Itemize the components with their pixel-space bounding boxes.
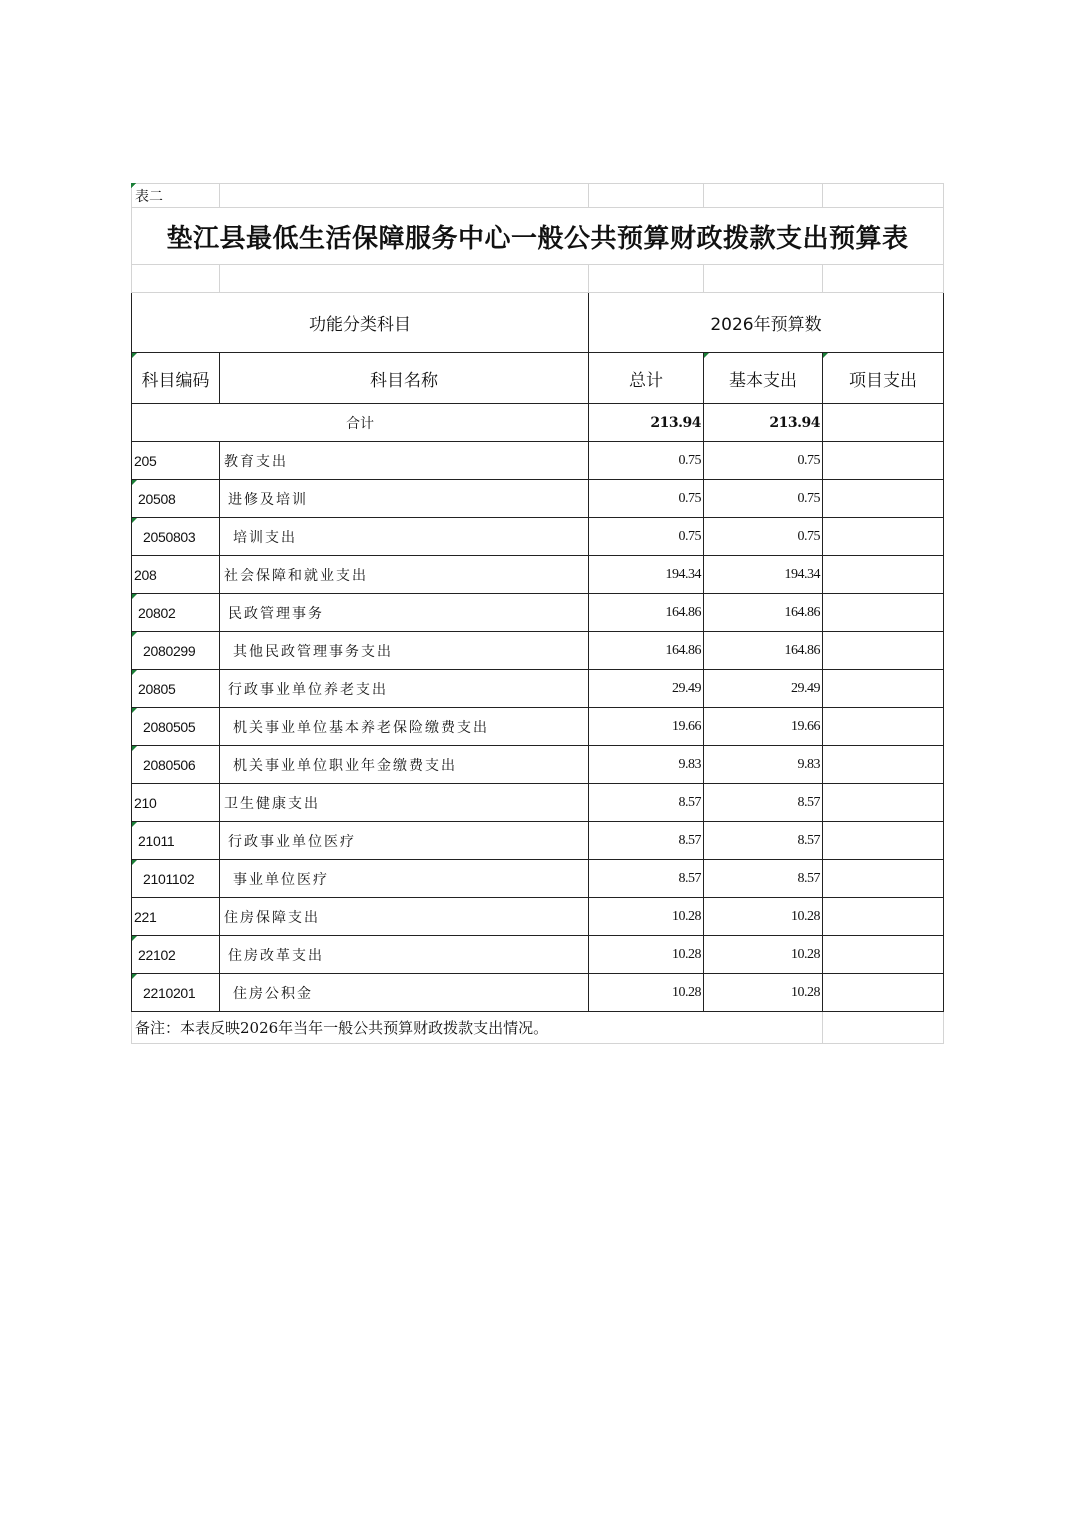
table-row bbox=[132, 442, 944, 480]
cell-marker-icon bbox=[132, 594, 137, 599]
row-total: 164.86 bbox=[589, 594, 704, 632]
row-basic: 8.57 bbox=[704, 822, 823, 860]
row-name: 培训支出 bbox=[220, 518, 589, 556]
row-name: 卫生健康支出 bbox=[220, 784, 589, 822]
cell-marker-icon bbox=[132, 670, 137, 675]
row-name: 机关事业单位职业年金缴费支出 bbox=[220, 746, 589, 784]
row-basic: 10.28 bbox=[704, 936, 823, 974]
row-code: 2080505 bbox=[132, 708, 220, 746]
row-code: 210 bbox=[132, 784, 220, 822]
table-row bbox=[132, 632, 944, 670]
row-basic: 19.66 bbox=[704, 708, 823, 746]
header-budget-year: 2026年预算数 bbox=[589, 293, 944, 353]
title-row bbox=[132, 208, 944, 265]
totals-row bbox=[132, 404, 944, 442]
row-code: 22102 bbox=[132, 936, 220, 974]
row-name: 事业单位医疗 bbox=[220, 860, 589, 898]
header-code: 科目编码 bbox=[132, 353, 220, 404]
row-total: 10.28 bbox=[589, 936, 704, 974]
blank-row bbox=[132, 265, 944, 293]
row-total: 0.75 bbox=[589, 442, 704, 480]
row-project bbox=[823, 784, 944, 822]
row-total: 29.49 bbox=[589, 670, 704, 708]
row-code: 2080506 bbox=[132, 746, 220, 784]
row-basic: 194.34 bbox=[704, 556, 823, 594]
row-total: 10.28 bbox=[589, 974, 704, 1012]
row-total: 8.57 bbox=[589, 860, 704, 898]
budget-sheet bbox=[131, 183, 943, 1044]
header-name: 科目名称 bbox=[220, 353, 589, 404]
row-basic: 0.75 bbox=[704, 442, 823, 480]
row-total: 194.34 bbox=[589, 556, 704, 594]
row-code: 221 bbox=[132, 898, 220, 936]
row-code: 2210201 bbox=[132, 974, 220, 1012]
row-name: 其他民政管理事务支出 bbox=[220, 632, 589, 670]
row-code: 205 bbox=[132, 442, 220, 480]
row-total: 8.57 bbox=[589, 784, 704, 822]
row-name: 住房改革支出 bbox=[220, 936, 589, 974]
table-row bbox=[132, 974, 944, 1012]
row-project bbox=[823, 442, 944, 480]
row-name: 住房保障支出 bbox=[220, 898, 589, 936]
row-project bbox=[823, 594, 944, 632]
row-project bbox=[823, 746, 944, 784]
totals-label: 合计 bbox=[132, 404, 589, 442]
row-project bbox=[823, 518, 944, 556]
row-project bbox=[823, 936, 944, 974]
table-row bbox=[132, 784, 944, 822]
page-title: 垫江县最低生活保障服务中心一般公共预算财政拨款支出预算表 bbox=[132, 208, 944, 265]
row-basic: 164.86 bbox=[704, 594, 823, 632]
row-project bbox=[823, 480, 944, 518]
row-basic: 10.28 bbox=[704, 898, 823, 936]
table-row bbox=[132, 594, 944, 632]
row-name: 民政管理事务 bbox=[220, 594, 589, 632]
row-name: 进修及培训 bbox=[220, 480, 589, 518]
cell-marker-icon bbox=[132, 936, 137, 941]
cell-marker-icon bbox=[132, 708, 137, 713]
row-project bbox=[823, 974, 944, 1012]
table-row bbox=[132, 480, 944, 518]
row-name: 行政事业单位养老支出 bbox=[220, 670, 589, 708]
footnote: 备注：本表反映2026年当年一般公共预算财政拨款支出情况。 bbox=[132, 1012, 823, 1044]
table-row bbox=[132, 518, 944, 556]
totals-project bbox=[823, 404, 944, 442]
header-total: 总计 bbox=[589, 353, 704, 404]
header-project: 项目支出 bbox=[823, 353, 944, 404]
totals-basic: 213.94 bbox=[704, 404, 823, 442]
row-project bbox=[823, 822, 944, 860]
row-basic: 0.75 bbox=[704, 480, 823, 518]
row-basic: 0.75 bbox=[704, 518, 823, 556]
cell-marker-icon bbox=[132, 518, 137, 523]
row-total: 0.75 bbox=[589, 480, 704, 518]
row-name: 机关事业单位基本养老保险缴费支出 bbox=[220, 708, 589, 746]
cell-marker-icon bbox=[132, 480, 137, 485]
table-row bbox=[132, 708, 944, 746]
cell-marker-icon bbox=[132, 860, 137, 865]
budget-table bbox=[131, 183, 944, 1044]
table-row bbox=[132, 898, 944, 936]
row-name: 住房公积金 bbox=[220, 974, 589, 1012]
table-row bbox=[132, 670, 944, 708]
header-basic: 基本支出 bbox=[704, 353, 823, 404]
note-row bbox=[132, 1012, 944, 1044]
row-project bbox=[823, 708, 944, 746]
row-basic: 8.57 bbox=[704, 860, 823, 898]
row-code: 20802 bbox=[132, 594, 220, 632]
row-project bbox=[823, 860, 944, 898]
row-project bbox=[823, 670, 944, 708]
cell-marker-icon bbox=[132, 746, 137, 751]
row-total: 164.86 bbox=[589, 632, 704, 670]
table-row bbox=[132, 860, 944, 898]
row-code: 2080299 bbox=[132, 632, 220, 670]
cell-marker-icon bbox=[132, 822, 137, 827]
row-total: 8.57 bbox=[589, 822, 704, 860]
cell-marker-icon bbox=[132, 632, 137, 637]
row-basic: 9.83 bbox=[704, 746, 823, 784]
totals-total: 213.94 bbox=[589, 404, 704, 442]
sheet-label-row bbox=[132, 184, 944, 208]
table-row bbox=[132, 822, 944, 860]
row-project bbox=[823, 898, 944, 936]
row-name: 教育支出 bbox=[220, 442, 589, 480]
row-code: 2101102 bbox=[132, 860, 220, 898]
row-total: 10.28 bbox=[589, 898, 704, 936]
row-basic: 29.49 bbox=[704, 670, 823, 708]
row-name: 社会保障和就业支出 bbox=[220, 556, 589, 594]
sheet-label: 表二 bbox=[132, 184, 220, 208]
header-functional-category: 功能分类科目 bbox=[132, 293, 589, 353]
row-basic: 164.86 bbox=[704, 632, 823, 670]
row-basic: 10.28 bbox=[704, 974, 823, 1012]
row-code: 2050803 bbox=[132, 518, 220, 556]
row-total: 9.83 bbox=[589, 746, 704, 784]
header-row-2 bbox=[132, 353, 944, 404]
row-code: 20508 bbox=[132, 480, 220, 518]
row-total: 0.75 bbox=[589, 518, 704, 556]
row-project bbox=[823, 632, 944, 670]
table-row bbox=[132, 936, 944, 974]
table-row bbox=[132, 556, 944, 594]
row-code: 20805 bbox=[132, 670, 220, 708]
row-total: 19.66 bbox=[589, 708, 704, 746]
row-name: 行政事业单位医疗 bbox=[220, 822, 589, 860]
row-code: 21011 bbox=[132, 822, 220, 860]
row-project bbox=[823, 556, 944, 594]
cell-marker-icon bbox=[132, 974, 137, 979]
header-row-1 bbox=[132, 293, 944, 353]
row-code: 208 bbox=[132, 556, 220, 594]
row-basic: 8.57 bbox=[704, 784, 823, 822]
table-row bbox=[132, 746, 944, 784]
